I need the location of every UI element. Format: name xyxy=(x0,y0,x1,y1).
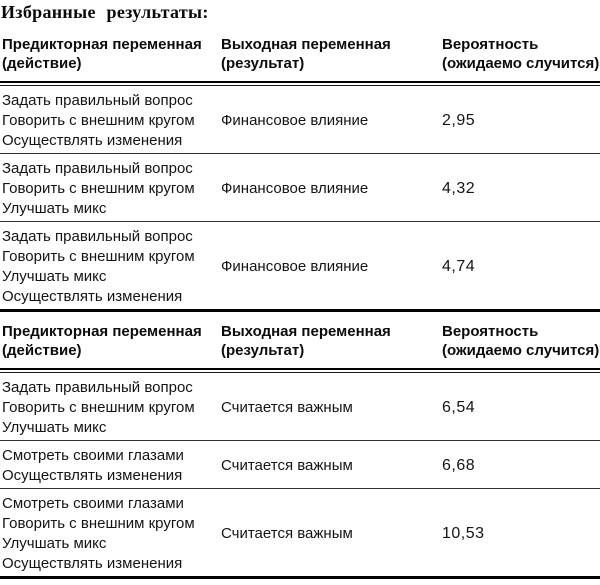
predictor-line: Задать правильный вопрос xyxy=(2,228,193,245)
probability-cell xyxy=(440,494,600,574)
header-subtitle: (действие) xyxy=(2,55,82,72)
probability-value: 4,74 xyxy=(442,258,476,275)
header-cell-probability xyxy=(440,35,600,73)
table-row xyxy=(0,221,600,309)
outcome-text: Считается важным xyxy=(221,525,353,542)
table-row xyxy=(0,153,600,221)
predictor-line: Говорить с внешним кругом xyxy=(2,399,195,416)
table-section xyxy=(0,35,600,312)
outcome-cell xyxy=(219,446,440,486)
predictor-line: Говорить с внешним кругом xyxy=(2,248,195,265)
outcome-text: Финансовое влияние xyxy=(221,258,369,275)
predictor-cell xyxy=(0,227,219,307)
predictor-line: Смотреть своими глазами xyxy=(2,495,184,512)
table-header xyxy=(0,35,600,81)
table-row xyxy=(0,488,600,576)
predictor-line: Улучшать микс xyxy=(2,268,107,285)
predictor-line: Осуществлять изменения xyxy=(2,132,183,149)
predictor-line: Задать правильный вопрос xyxy=(2,92,193,109)
header-subtitle: (ожидаемо случится) xyxy=(442,342,600,359)
header-subtitle: (результат) xyxy=(221,55,305,72)
outcome-cell xyxy=(219,159,440,219)
predictor-line: Улучшать микс xyxy=(2,535,107,552)
predictor-cell xyxy=(0,446,219,486)
outcome-text: Финансовое влияние xyxy=(221,112,369,129)
predictor-cell xyxy=(0,494,219,574)
header-title: Вероятность xyxy=(442,323,539,340)
outcome-text: Финансовое влияние xyxy=(221,180,369,197)
table-rows xyxy=(0,373,600,576)
header-cell-predictor xyxy=(0,35,219,73)
header-title: Выходная переменная xyxy=(221,36,391,53)
probability-value: 6,54 xyxy=(442,399,476,416)
probability-cell xyxy=(440,159,600,219)
header-subtitle: (действие) xyxy=(2,342,82,359)
results-table xyxy=(0,35,600,579)
predictor-line: Задать правильный вопрос xyxy=(2,379,193,396)
predictor-line: Осуществлять изменения xyxy=(2,555,183,572)
outcome-cell xyxy=(219,378,440,438)
outcome-text: Считается важным xyxy=(221,457,353,474)
outcome-cell xyxy=(219,227,440,307)
header-title: Предикторная переменная xyxy=(2,323,202,340)
predictor-line: Смотреть своими глазами xyxy=(2,447,184,464)
header-subtitle: (результат) xyxy=(221,342,305,359)
predictor-line: Осуществлять изменения xyxy=(2,288,183,305)
table-section xyxy=(0,312,600,579)
probability-cell xyxy=(440,446,600,486)
predictor-line: Улучшать микс xyxy=(2,419,107,436)
header-title: Предикторная переменная xyxy=(2,36,202,53)
probability-value: 10,53 xyxy=(442,525,485,542)
probability-value: 2,95 xyxy=(442,112,476,129)
probability-cell xyxy=(440,227,600,307)
table-row xyxy=(0,373,600,440)
page-title: Избранные результаты: xyxy=(1,2,209,22)
outcome-text: Считается важным xyxy=(221,399,353,416)
predictor-cell xyxy=(0,378,219,438)
table-rows xyxy=(0,86,600,309)
predictor-line: Говорить с внешним кругом xyxy=(2,112,195,129)
predictor-line: Говорить с внешним кругом xyxy=(2,515,195,532)
predictor-line: Говорить с внешним кругом xyxy=(2,180,195,197)
table-header xyxy=(0,312,600,368)
predictor-cell xyxy=(0,159,219,219)
header-cell-outcome xyxy=(219,35,440,73)
header-cell-outcome xyxy=(219,322,440,360)
table-row xyxy=(0,86,600,153)
probability-value: 4,32 xyxy=(442,180,476,197)
section-end-rule xyxy=(0,576,600,579)
probability-value: 6,68 xyxy=(442,457,476,474)
table-row xyxy=(0,440,600,488)
predictor-line: Задать правильный вопрос xyxy=(2,160,193,177)
header-subtitle: (ожидаемо случится) xyxy=(442,55,600,72)
header-title: Выходная переменная xyxy=(221,323,391,340)
probability-cell xyxy=(440,91,600,151)
predictor-line: Осуществлять изменения xyxy=(2,467,183,484)
outcome-cell xyxy=(219,494,440,574)
predictor-cell xyxy=(0,91,219,151)
probability-cell xyxy=(440,378,600,438)
outcome-cell xyxy=(219,91,440,151)
header-cell-probability xyxy=(440,322,600,360)
header-cell-predictor xyxy=(0,322,219,360)
predictor-line: Улучшать микс xyxy=(2,200,107,217)
header-title: Вероятность xyxy=(442,36,539,53)
